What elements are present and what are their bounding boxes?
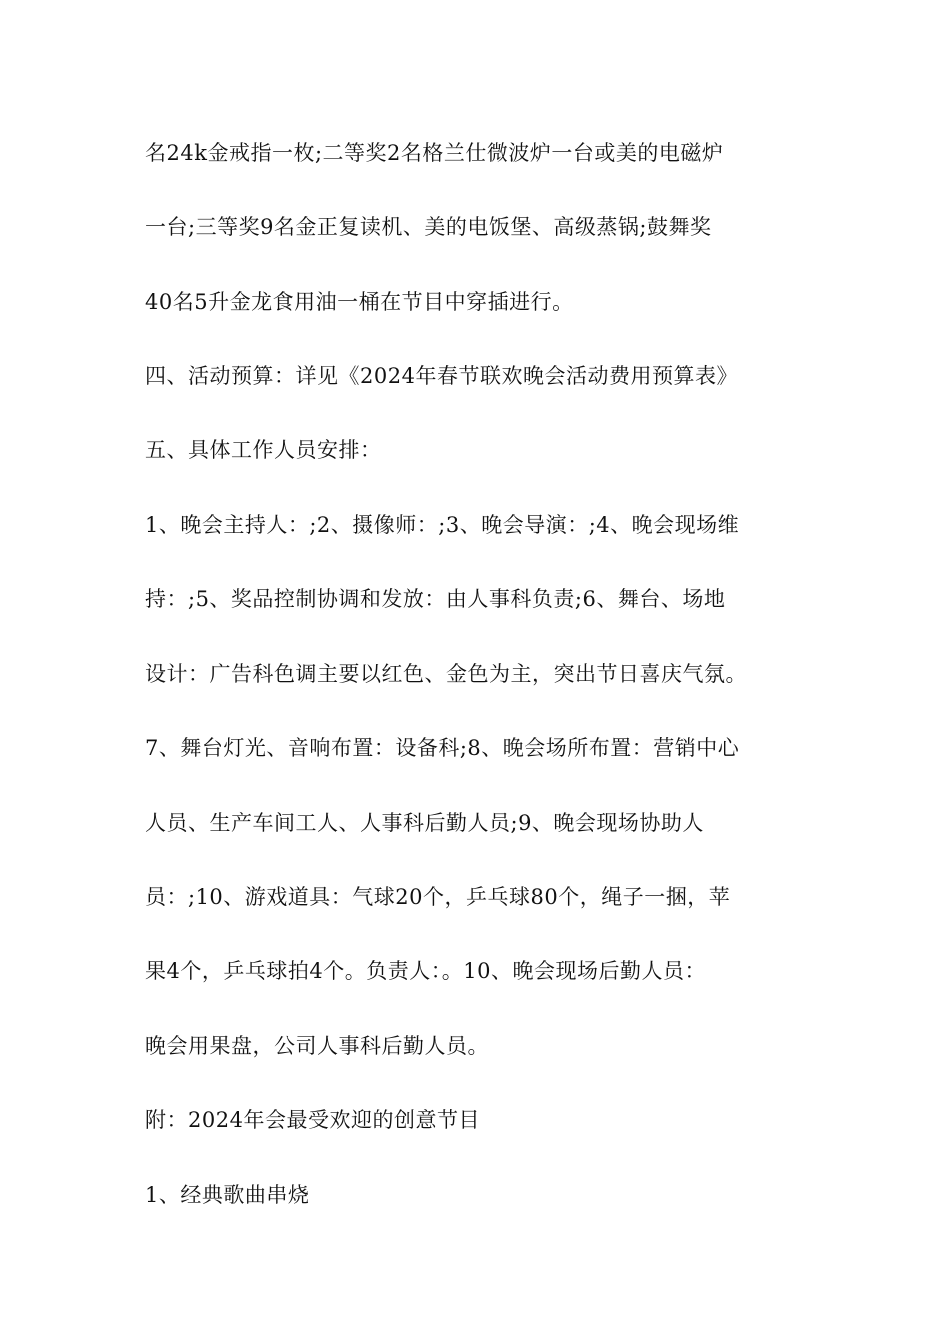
body-text-line: 持：;5、奖品控制协调和发放：由人事科负责;6、舞台、场地 <box>145 587 726 611</box>
body-text-line: 40名5升金龙食用油一桶在节目中穿插进行。 <box>145 290 574 314</box>
body-text-line: 1、晚会主持人：;2、摄像师：;3、晚会导演：;4、晚会现场维 <box>145 513 740 537</box>
body-text-line: 7、舞台灯光、音响布置：设备科;8、晚会场所布置：营销中心 <box>145 736 740 760</box>
body-text-line: 果4个，乒乓球拍4个。负责人：。10、晚会现场后勤人员： <box>145 959 706 983</box>
body-text-line: 一台;三等奖9名金正复读机、美的电饭堡、高级蒸锅;鼓舞奖 <box>145 215 712 239</box>
appendix-heading: 附：2024年会最受欢迎的创意节目 <box>145 1108 480 1132</box>
body-text-line: 晚会用果盘，公司人事科后勤人员。 <box>145 1034 489 1058</box>
list-item: 1、经典歌曲串烧 <box>145 1183 310 1207</box>
body-text-line: 名24k金戒指一枚;二等奖2名格兰仕微波炉一台或美的电磁炉 <box>145 141 724 165</box>
section-heading-staff: 五、具体工作人员安排： <box>145 438 382 462</box>
body-text-line: 设计：广告科色调主要以红色、金色为主，突出节日喜庆气氛。 <box>145 662 747 686</box>
body-text-line: 员：;10、游戏道具：气球20个，乒乓球80个，绳子一捆，苹 <box>145 885 731 909</box>
body-text-line: 人员、生产车间工人、人事科后勤人员;9、晚会现场协助人 <box>145 811 704 835</box>
section-heading-budget: 四、活动预算：详见《2024年春节联欢晚会活动费用预算表》 <box>145 364 738 388</box>
